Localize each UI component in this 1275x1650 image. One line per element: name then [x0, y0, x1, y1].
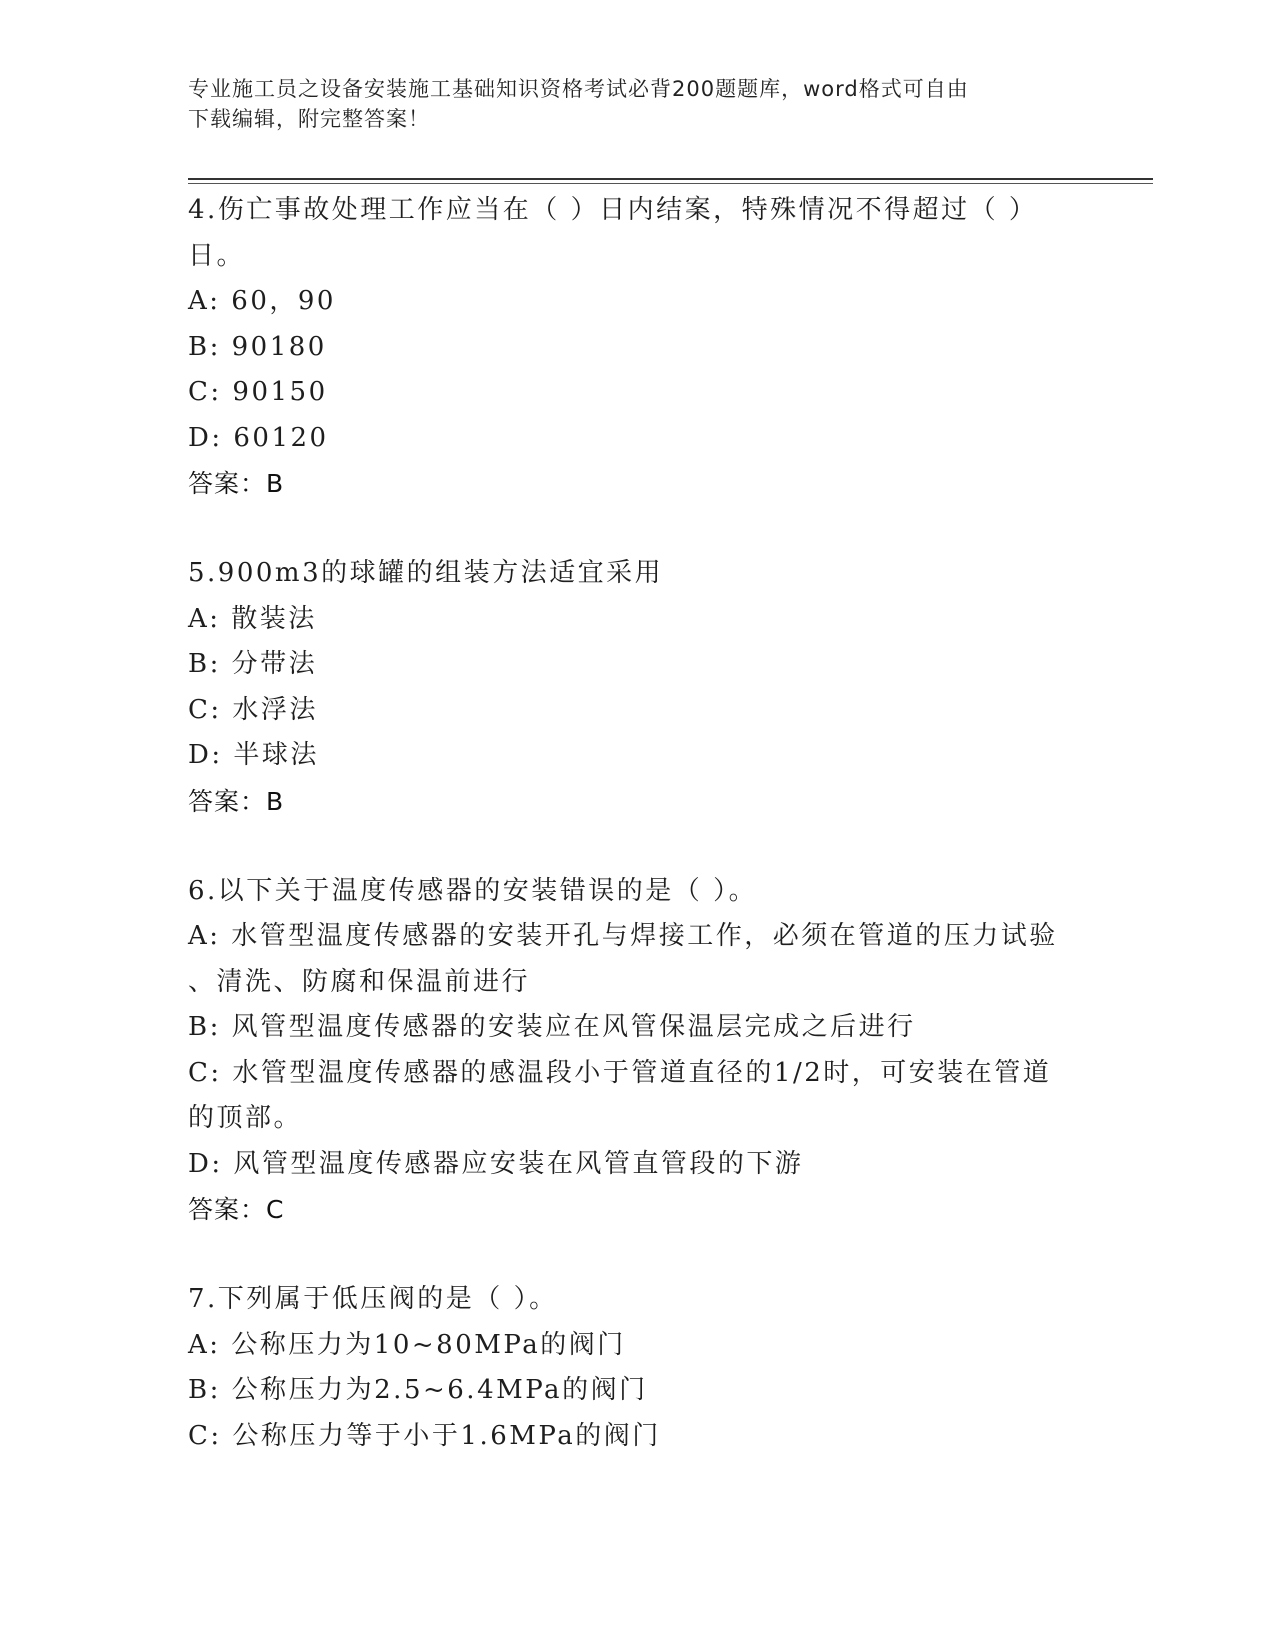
option-c: C: 公称压力等于小于1.6MPa的阀门	[188, 1420, 661, 1451]
header-line-2: 下载编辑，附完整答案！	[188, 107, 430, 131]
answer-label: 答案：B	[188, 786, 285, 816]
option-b: B: 公称压力为2.5~6.4MPa的阀门	[188, 1375, 648, 1405]
question-7	[188, 1277, 1068, 1459]
option-a: A: 公称压力为10~80MPa的阀门	[188, 1329, 626, 1360]
question-list	[188, 188, 1068, 1459]
option-d: D: 风管型温度传感器应安装在风管直管段的下游	[188, 1148, 804, 1179]
question-6	[188, 869, 1068, 1233]
option-b: B: 分带法	[188, 649, 318, 679]
option-d: D: 60120	[188, 422, 329, 453]
question-spacer	[188, 1232, 1068, 1277]
question-stem-line: 7.下列属于低压阀的是（ ）。	[188, 1284, 558, 1314]
header-divider-thin	[188, 183, 1153, 184]
option-a: A: 水管型温度传感器的安装开孔与焊接工作，必须在管道的压力试验	[188, 921, 1058, 951]
option-a-continued: 、清洗、防腐和保温前进行	[188, 966, 531, 997]
option-c: C: 90150	[188, 377, 328, 407]
option-d: D: 半球法	[188, 740, 319, 770]
question-stem-line: 4.伤亡事故处理工作应当在（ ）日内结案，特殊情况不得超过（ ）	[188, 195, 1038, 225]
question-spacer	[188, 824, 1068, 869]
question-stem-line: 5.900m3的球罐的组装方法适宜采用	[188, 558, 664, 588]
option-c: C: 水浮法	[188, 694, 318, 725]
answer-label: 答案：C	[188, 1195, 285, 1224]
question-stem-line: 6.以下关于温度传感器的安装错误的是（ ）。	[188, 875, 758, 906]
option-a: A: 60，90	[188, 286, 336, 316]
document-header	[188, 74, 1068, 134]
option-b: B: 90180	[188, 331, 327, 362]
option-c-continued: 的顶部。	[188, 1103, 303, 1133]
question-stem-line: 日。	[188, 240, 246, 271]
answer-label: 答案：B	[188, 469, 285, 498]
question-5	[188, 551, 1068, 824]
question-spacer	[188, 506, 1068, 551]
option-b: B: 风管型温度传感器的安装应在风管保温层完成之后进行	[188, 1012, 916, 1042]
header-divider-thick	[188, 178, 1153, 180]
option-a: A: 散装法	[188, 603, 317, 634]
option-c: C: 水管型温度传感器的感温段小于管道直径的1/2时，可安装在管道	[188, 1057, 1052, 1088]
header-line-1: 专业施工员之设备安装施工基础知识资格考试必背200题题库，word格式可自由	[188, 77, 969, 101]
question-4	[188, 188, 1068, 506]
